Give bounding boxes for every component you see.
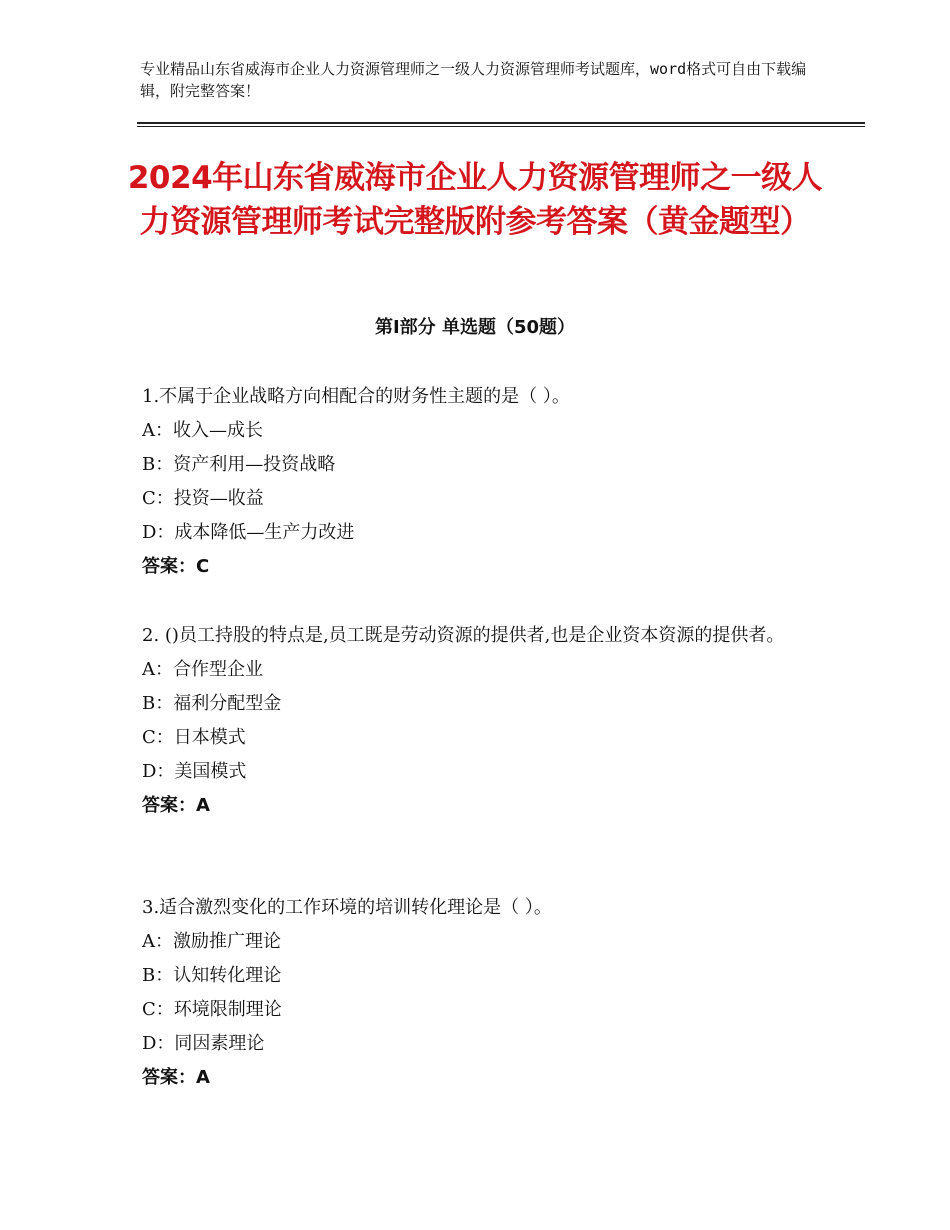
section-title: 第Ⅰ部分 单选题（50题） (374, 317, 575, 338)
header-rule-thin (137, 126, 865, 127)
option-a: A：激励推广理论 (142, 931, 281, 952)
option-b: B：认知转化理论 (142, 965, 282, 986)
answer: 答案：A (142, 795, 210, 816)
question-stem: 1.不属于企业战略方向相配合的财务性主题的是（ ）。 (142, 386, 570, 407)
question-3 (142, 891, 822, 1095)
option-b: B：资产利用—投资战略 (142, 454, 336, 475)
question-stem: 2. ()员工持股的特点是,员工既是劳动资源的提供者,也是企业资本资源的提供者。 (142, 625, 785, 646)
option-c: C：投资—收益 (142, 488, 264, 509)
answer: 答案：C (142, 556, 210, 577)
answer: 答案：A (142, 1067, 210, 1088)
option-c: C：环境限制理论 (142, 999, 282, 1020)
option-a: A：收入—成长 (142, 420, 263, 441)
header-rule-thick (137, 122, 865, 124)
option-d: D：成本降低—生产力改进 (142, 522, 355, 543)
option-b: B：福利分配型金 (142, 693, 282, 714)
option-a: A：合作型企业 (142, 659, 263, 680)
header-note: 专业精品山东省威海市企业人力资源管理师之一级人力资源管理师考试题库，word格式可自由下载编辑，附完整答案！ (140, 60, 807, 100)
option-c: C：日本模式 (142, 727, 246, 748)
question-2 (142, 619, 822, 823)
question-stem: 3.适合激烈变化的工作环境的培训转化理论是（ ）。 (142, 897, 552, 918)
option-d: D：同因素理论 (142, 1033, 265, 1054)
option-d: D：美国模式 (142, 761, 247, 782)
document-title: 2024年山东省威海市企业人力资源管理师之一级人力资源管理师考试完整版附参考答案（黄金题型） (127, 160, 823, 240)
question-1 (142, 380, 822, 584)
